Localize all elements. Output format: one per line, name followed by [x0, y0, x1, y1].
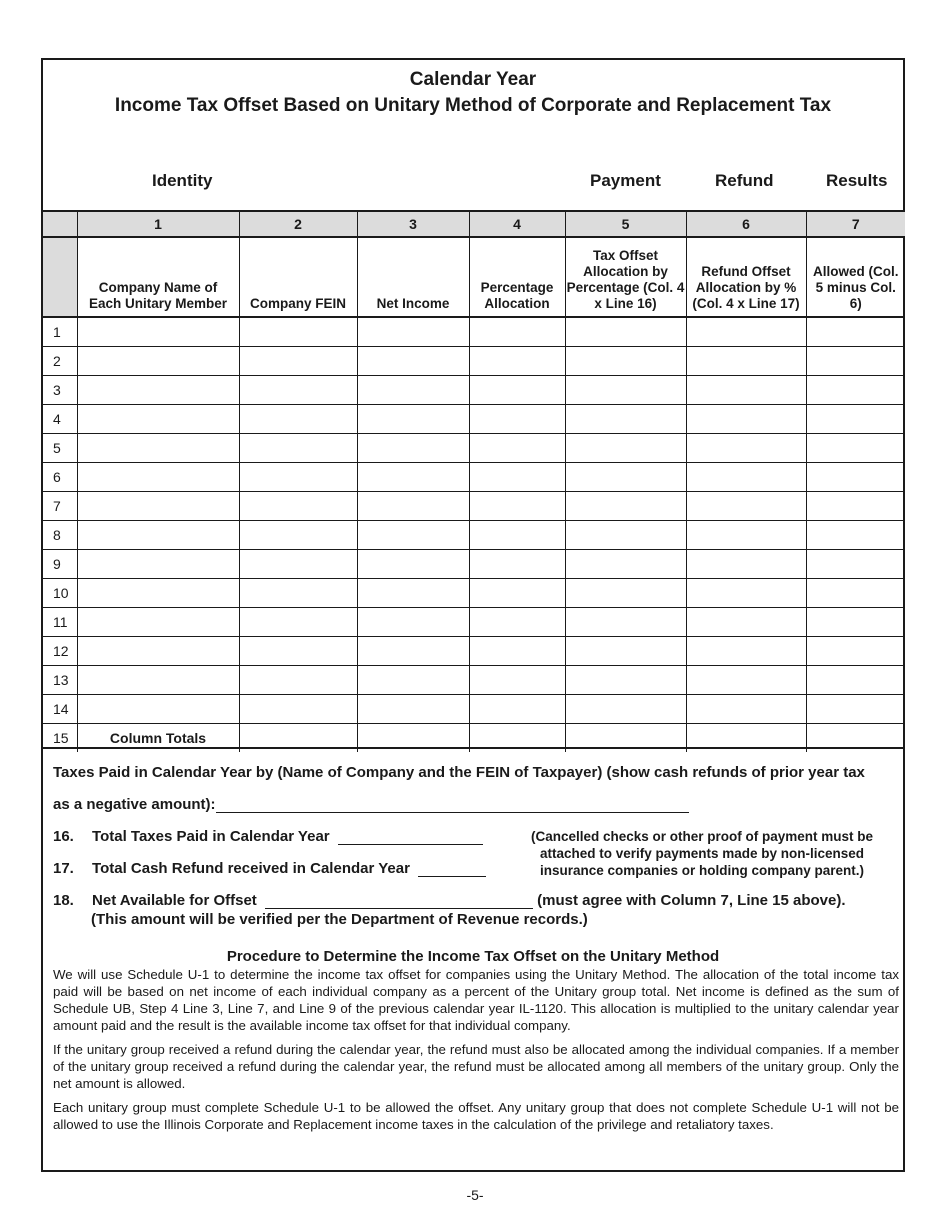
taxes-paid-label-2: as a negative amount):: [53, 796, 216, 813]
line16-input[interactable]: [338, 830, 483, 845]
line17-input[interactable]: [418, 862, 486, 877]
table-cell[interactable]: [77, 695, 239, 724]
table-cell[interactable]: [565, 317, 686, 347]
row-number: 7: [43, 492, 77, 521]
table-cell[interactable]: [565, 637, 686, 666]
table-cell[interactable]: [357, 463, 469, 492]
table-cell[interactable]: [357, 492, 469, 521]
row-number: 6: [43, 463, 77, 492]
group-identity: Identity: [152, 171, 213, 190]
col-number: 6: [686, 211, 806, 237]
table-row: [43, 405, 905, 434]
table-cell[interactable]: [686, 637, 806, 666]
table-cell[interactable]: [357, 666, 469, 695]
table-cell[interactable]: [565, 405, 686, 434]
table-cell[interactable]: [686, 579, 806, 608]
line16-label: Total Taxes Paid in Calendar Year: [92, 828, 330, 845]
table-row: [43, 579, 905, 608]
allocation-table: [43, 210, 905, 752]
table-cell[interactable]: [686, 695, 806, 724]
table-cell[interactable]: [239, 347, 357, 376]
line18-label: Net Available for Offset: [92, 892, 257, 909]
table-cell[interactable]: [357, 637, 469, 666]
table-row: [43, 492, 905, 521]
table-cell[interactable]: [469, 608, 565, 637]
table-cell[interactable]: [469, 463, 565, 492]
col-number: 7: [806, 211, 905, 237]
header-company-name: Company Name of Each Unitary Member: [77, 237, 239, 317]
table-cell[interactable]: [357, 608, 469, 637]
table-cell[interactable]: [77, 608, 239, 637]
row-number: 4: [43, 405, 77, 434]
line17-number: 17.: [53, 860, 74, 877]
table-cell[interactable]: [239, 579, 357, 608]
table-cell[interactable]: [77, 434, 239, 463]
table-cell[interactable]: [565, 463, 686, 492]
col-number: 4: [469, 211, 565, 237]
table-cell[interactable]: [469, 695, 565, 724]
header-company-fein: Company FEIN: [239, 237, 357, 317]
column-totals-label: Column Totals: [77, 724, 239, 753]
table-cell[interactable]: [469, 666, 565, 695]
group-refund: Refund: [715, 171, 774, 190]
row-number: 11: [43, 608, 77, 637]
table-cell[interactable]: [77, 492, 239, 521]
table-cell[interactable]: [806, 463, 905, 492]
line16-number: 16.: [53, 828, 74, 845]
table-row: [43, 317, 905, 347]
table-cell[interactable]: [806, 521, 905, 550]
taxes-paid-label: Taxes Paid in Calendar Year by (Name of Company and the FEIN of Taxpayer) (show cash refunds of prior year tax: [53, 764, 865, 781]
row-number: 14: [43, 695, 77, 724]
table-cell[interactable]: [565, 521, 686, 550]
row-number: 15: [43, 724, 77, 753]
row-number: 13: [43, 666, 77, 695]
table-cell[interactable]: [806, 637, 905, 666]
table-cell[interactable]: [239, 608, 357, 637]
table-cell[interactable]: [686, 550, 806, 579]
taxes-paid-input[interactable]: [216, 798, 689, 813]
table-cell[interactable]: [239, 492, 357, 521]
col-number: 5: [565, 211, 686, 237]
table-row: [43, 695, 905, 724]
table-cell[interactable]: [806, 492, 905, 521]
table-cell[interactable]: [565, 434, 686, 463]
table-cell[interactable]: [77, 579, 239, 608]
table-cell[interactable]: [77, 550, 239, 579]
line18-number: 18.: [53, 892, 74, 909]
line18-suffix: (must agree with Column 7, Line 15 above).: [537, 892, 846, 909]
table-cell[interactable]: [77, 347, 239, 376]
table-cell[interactable]: [686, 405, 806, 434]
table-cell[interactable]: [77, 317, 239, 347]
table-cell[interactable]: [806, 579, 905, 608]
table-cell[interactable]: [469, 317, 565, 347]
table-cell[interactable]: [77, 463, 239, 492]
table-cell[interactable]: [806, 434, 905, 463]
line18-note: (This amount will be verified per the Department of Revenue records.): [91, 911, 588, 928]
table-row: [43, 347, 905, 376]
table-cell[interactable]: [686, 376, 806, 405]
table-cell[interactable]: [806, 608, 905, 637]
procedure-paragraph-1: We will use Schedule U-1 to determine the income tax offset for companies using the Unitary Method. The allocation of the total income tax paid will be based on net income of each individual company as a percent of the Unitary group total. Net income is defined as the sum of Schedule UB, Step 4 Line 3, Line 7, and Line 9 of the previous calendar year IL-1120. This allocation is multiplied to the unitary calendar year amount paid and the result is the available income tax offset for that individual company.: [53, 967, 899, 1033]
table-cell[interactable]: [806, 405, 905, 434]
table-cell[interactable]: [806, 317, 905, 347]
procedure-paragraph-3: Each unitary group must complete Schedule U-1 to be allowed the offset. Any unitary group that does not complete Schedule U-1 will not be allowed to use the Illinois Corporate and Replacement income taxes in the calculation of the privilege and retaliatory taxes.: [53, 1100, 899, 1132]
table-cell[interactable]: [565, 376, 686, 405]
table-cell[interactable]: [239, 463, 357, 492]
table-cell[interactable]: [357, 317, 469, 347]
table-cell[interactable]: [239, 317, 357, 347]
table-cell[interactable]: [77, 666, 239, 695]
table-row: [43, 521, 905, 550]
table-cell[interactable]: [469, 492, 565, 521]
column-header-row: [43, 237, 905, 317]
table-cell[interactable]: [469, 347, 565, 376]
header-allowed: Allowed (Col. 5 minus Col. 6): [806, 237, 905, 317]
col-number: 2: [239, 211, 357, 237]
table-cell[interactable]: [77, 637, 239, 666]
table-row: [43, 434, 905, 463]
line17-label: Total Cash Refund received in Calendar Year: [92, 860, 410, 877]
table-cell[interactable]: [565, 550, 686, 579]
row-number: 12: [43, 637, 77, 666]
table-cell[interactable]: [357, 376, 469, 405]
header-tax-offset: Tax Offset Allocation by Percentage (Col. 4 x Line 16): [565, 237, 686, 317]
header-net-income: Net Income: [357, 237, 469, 317]
form-frame: [41, 58, 905, 1172]
header-refund-offset: Refund Offset Allocation by % (Col. 4 x Line 17): [686, 237, 806, 317]
table-cell[interactable]: [686, 666, 806, 695]
procedure-paragraph-2: If the unitary group received a refund during the calendar year, the refund must also be allocated among the individual companies. If a member of the unitary group received a refund during the calendar year, the refund must be allocated among all members of the unitary group. Only the net amount is allowed.: [53, 1042, 899, 1091]
table-row: [43, 376, 905, 405]
table-cell[interactable]: [469, 434, 565, 463]
table-cell[interactable]: [806, 550, 905, 579]
table-cell[interactable]: [357, 521, 469, 550]
table-cell[interactable]: [357, 550, 469, 579]
section-divider: [43, 747, 903, 749]
form-title-year: Calendar Year: [409, 69, 537, 90]
form-title: Income Tax Offset Based on Unitary Method of Corporate and Replacement Tax: [114, 95, 832, 116]
table-cell[interactable]: [469, 376, 565, 405]
table-cell[interactable]: [239, 637, 357, 666]
table-cell[interactable]: [469, 637, 565, 666]
table-cell[interactable]: [686, 492, 806, 521]
table-cell[interactable]: [77, 405, 239, 434]
col-number: 3: [357, 211, 469, 237]
table-cell[interactable]: [565, 492, 686, 521]
group-results: Results: [826, 171, 888, 190]
row-number: 5: [43, 434, 77, 463]
table-cell[interactable]: [469, 521, 565, 550]
table-cell[interactable]: [357, 434, 469, 463]
table-cell[interactable]: [239, 434, 357, 463]
table-cell[interactable]: [239, 405, 357, 434]
table-cell[interactable]: [806, 376, 905, 405]
row-number: 8: [43, 521, 77, 550]
table-cell[interactable]: [357, 405, 469, 434]
table-cell[interactable]: [565, 347, 686, 376]
table-cell[interactable]: [806, 666, 905, 695]
table-cell[interactable]: [686, 608, 806, 637]
table-cell[interactable]: [469, 550, 565, 579]
table-cell[interactable]: [565, 608, 686, 637]
table-cell[interactable]: [806, 695, 905, 724]
group-payment: Payment: [590, 171, 661, 190]
table-cell[interactable]: [565, 579, 686, 608]
table-row: [43, 608, 905, 637]
table-cell[interactable]: [239, 550, 357, 579]
table-cell[interactable]: [239, 666, 357, 695]
table-cell[interactable]: [77, 376, 239, 405]
table-cell[interactable]: [686, 463, 806, 492]
table-row: [43, 666, 905, 695]
row-number: 10: [43, 579, 77, 608]
row-number: 9: [43, 550, 77, 579]
table-cell[interactable]: [357, 695, 469, 724]
table-cell[interactable]: [469, 405, 565, 434]
table-cell[interactable]: [357, 347, 469, 376]
table-cell[interactable]: [357, 579, 469, 608]
table-row: [43, 637, 905, 666]
table-cell[interactable]: [686, 434, 806, 463]
row-number: 2: [43, 347, 77, 376]
col-number: 1: [77, 211, 239, 237]
table-cell[interactable]: [469, 579, 565, 608]
table-cell[interactable]: [686, 521, 806, 550]
line18-input[interactable]: [265, 894, 533, 909]
table-cell[interactable]: [565, 666, 686, 695]
proof-of-payment-note: (Cancelled checks or other proof of payment must be attached to verify payments made by non-licensed insurance companies or holding company parent.): [530, 829, 874, 878]
row-number: 1: [43, 317, 77, 347]
page-number: -5-: [466, 1187, 484, 1203]
row-number: 3: [43, 376, 77, 405]
table-cell[interactable]: [239, 376, 357, 405]
procedure-title: Procedure to Determine the Income Tax Offset on the Unitary Method: [226, 948, 720, 965]
table-row: [43, 550, 905, 579]
column-number-row: [43, 211, 905, 237]
table-cell[interactable]: [239, 695, 357, 724]
table-cell[interactable]: [565, 695, 686, 724]
table-cell[interactable]: [239, 521, 357, 550]
table-cell[interactable]: [77, 521, 239, 550]
table-cell[interactable]: [686, 317, 806, 347]
table-cell[interactable]: [806, 347, 905, 376]
table-row: [43, 463, 905, 492]
header-percentage-allocation: Percentage Allocation: [469, 237, 565, 317]
table-cell[interactable]: [686, 347, 806, 376]
